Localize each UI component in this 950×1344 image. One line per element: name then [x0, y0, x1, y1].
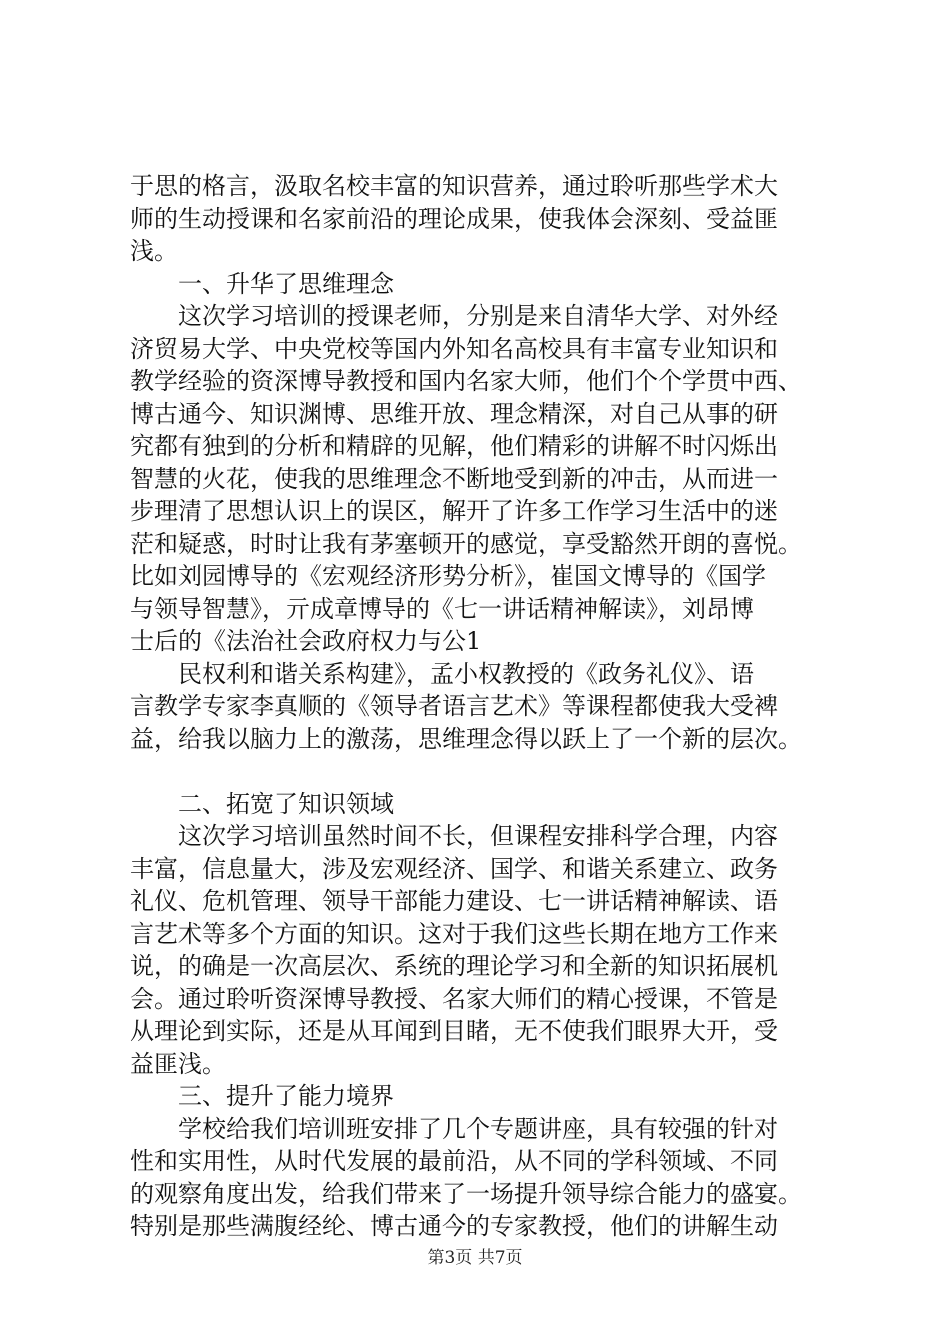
text-line: 益，给我以脑力上的激荡，思维理念得以跃上了一个新的层次。 — [130, 724, 802, 753]
text-line: 济贸易大学、中央党校等国内外知名高校具有丰富专业知识和 — [130, 334, 778, 363]
text-line: 的观察角度出发，给我们带来了一场提升领导综合能力的盛宴。 — [130, 1179, 802, 1208]
text-line: 士后的《法治社会政府权力与公1 — [130, 627, 482, 655]
text-line: 这次学习培训虽然时间不长，但课程安排科学合理，内容 — [130, 822, 778, 850]
text-line: 言艺术等多个方面的知识。这对于我们这些长期在地方工作来 — [130, 919, 778, 948]
text-line: 二、拓宽了知识领域 — [130, 789, 394, 818]
text-line: 师的生动授课和名家前沿的理论成果，使我体会深刻、受益匪 — [130, 204, 778, 233]
text-line: 益匪浅。 — [130, 1049, 226, 1078]
text-line: 民权利和谐关系构建》，孟小权教授的《政务礼仪》、语 — [130, 659, 754, 688]
body-text — [130, 170, 830, 1243]
text-line: 这次学习培训的授课老师，分别是来自清华大学、对外经 — [130, 302, 778, 330]
text-line: 会。通过聆听资深博导教授、名家大师们的精心授课，不管是 — [130, 984, 778, 1013]
text-line: 特别是那些满腹经纶、博古通今的专家教授，他们的讲解生动 — [130, 1212, 778, 1240]
text-line: 茫和疑惑，时时让我有茅塞顿开的感觉，享受豁然开朗的喜悦。 — [130, 529, 802, 558]
text-line: 究都有独到的分析和精辟的见解，他们精彩的讲解不时闪烁出 — [130, 432, 778, 460]
text-line: 礼仪、危机管理、领导干部能力建设、七一讲话精神解读、语 — [130, 887, 778, 915]
text-line: 三、提升了能力境界 — [130, 1082, 394, 1110]
text-line: 浅。 — [130, 237, 178, 265]
text-line: 教学经验的资深博导教授和国内名家大师，他们个个学贯中西、 — [130, 367, 802, 395]
text-line: 学校给我们培训班安排了几个专题讲座，具有较强的针对 — [130, 1114, 778, 1143]
text-line: 步理清了思想认识上的误区，解开了许多工作学习生活中的迷 — [130, 497, 778, 525]
text-line: 与领导智慧》，亓成章博导的《七一讲话精神解读》，刘昂博 — [130, 594, 754, 623]
text-line: 博古通今、知识渊博、思维开放、理念精深，对自己从事的研 — [130, 399, 778, 428]
text-line: 一、升华了思维理念 — [130, 269, 394, 298]
blank-line — [130, 755, 830, 788]
text-line: 说，的确是一次高层次、系统的理论学习和全新的知识拓展机 — [130, 952, 778, 980]
text-line: 比如刘园博导的《宏观经济形势分析》，崔国文博导的《国学 — [130, 562, 766, 590]
text-line: 丰富，信息量大，涉及宏观经济、国学、和谐关系建立、政务 — [130, 854, 778, 883]
text-line: 性和实用性，从时代发展的最前沿，从不同的学科领域、不同 — [130, 1147, 778, 1175]
text-line: 言教学专家李真顺的《领导者语言艺术》等课程都使我大受裨 — [130, 692, 778, 720]
text-line: 于思的格言，汲取名校丰富的知识营养，通过聆听那些学术大 — [130, 172, 778, 200]
text-line: 从理论到实际，还是从耳闻到目睹，无不使我们眼界大开，受 — [130, 1017, 778, 1045]
page-footer: 第3页 共7页 — [427, 1248, 523, 1268]
text-line: 智慧的火花，使我的思维理念不断地受到新的冲击，从而进一 — [130, 464, 778, 493]
